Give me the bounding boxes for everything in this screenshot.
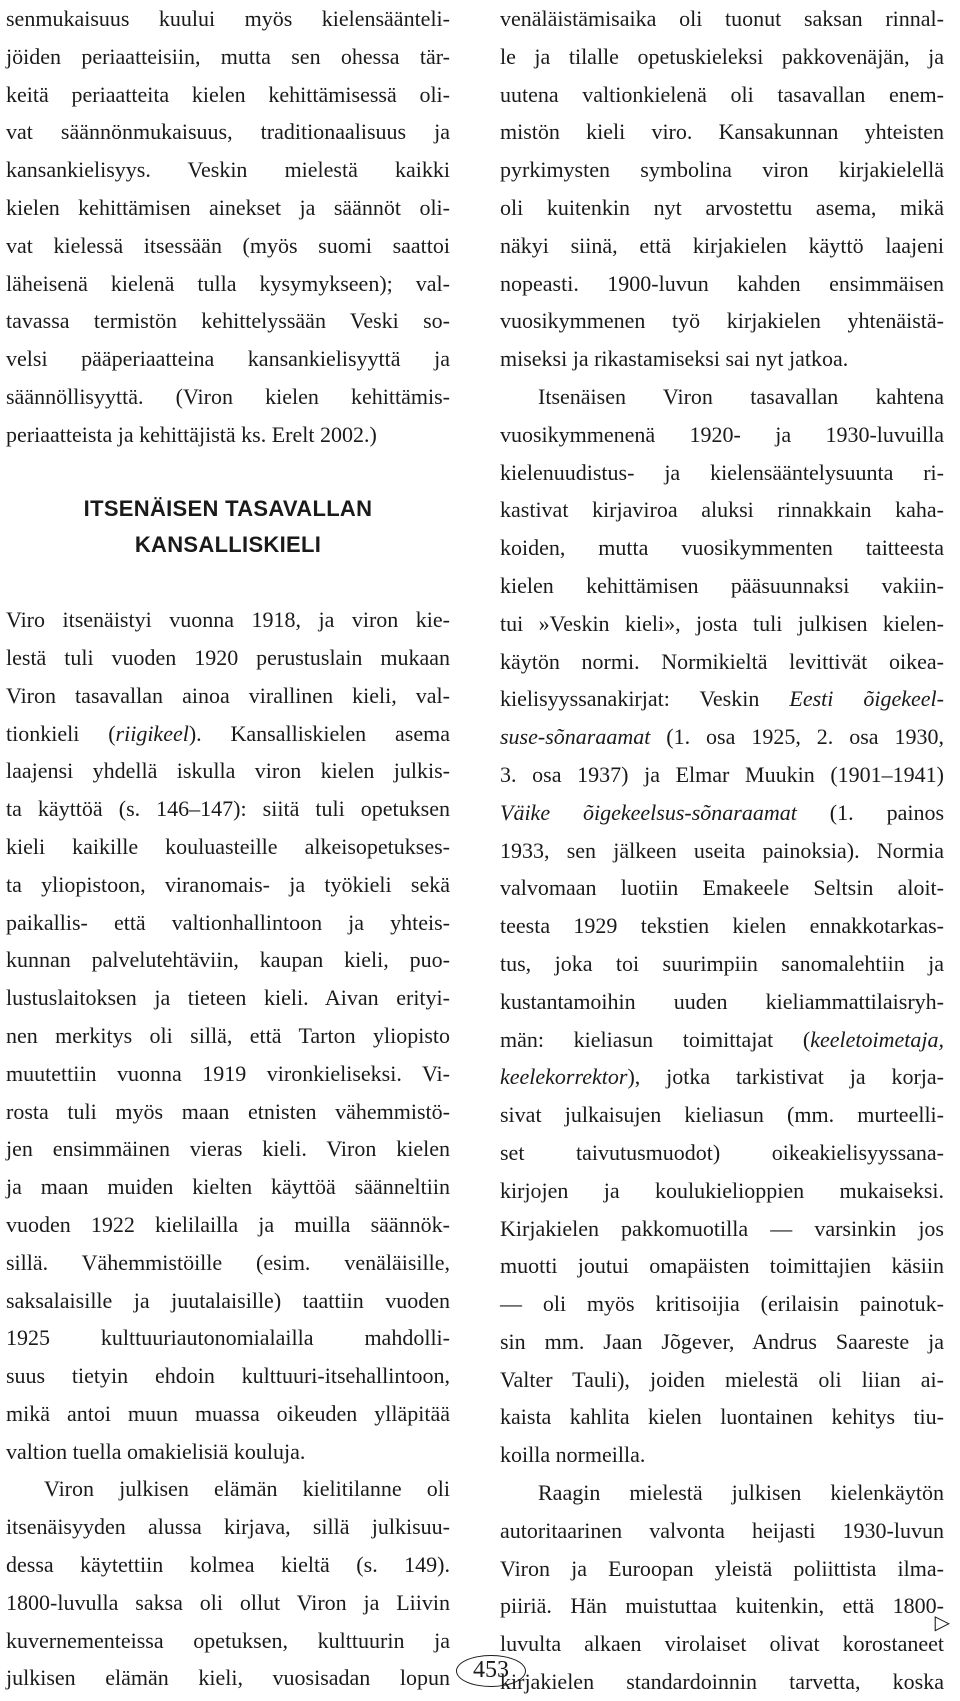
- text-line: Viron ja Euroopan yleistä poliittista ilma-: [500, 1555, 944, 1581]
- text-line: 1925 kulttuuriautonomialailla mahdolli-: [6, 1325, 450, 1351]
- text-line: tavassa termistön kehittelyssään Veski so-: [6, 308, 450, 334]
- text-line: rosta tuli myös maan etnisten vähemmistö-: [6, 1098, 450, 1124]
- text-line: suus tietyin ehdoin kulttuuri-itsehallintoon,: [6, 1363, 450, 1389]
- text-line: kunnan palvelutehtäviin, kaupan kieli, puo-: [6, 947, 450, 973]
- text-line: kielen kehittämisen ainekset ja säännöt oli-: [6, 194, 450, 220]
- text-line: jöiden periaatteisiin, mutta sen ohessa tär-: [6, 43, 450, 69]
- text-line: set taivutusmuodot) oikeakielisyyssana-: [500, 1139, 944, 1165]
- text-line: vuosikymmenen työ kirjakielen yhtenäistä-: [500, 308, 944, 334]
- text-line: kieli kaikille kouluasteille alkeisopetukses-: [6, 833, 450, 859]
- text-line: tus, joka toi suurimpiin sanomalehtiin ja: [500, 950, 944, 976]
- text-line: kielenuudistus- ja kielensääntelysuunta ri-: [500, 459, 944, 485]
- text-line: piiriä. Hän muistuttaa kuitenkin, että 1800-: [500, 1593, 944, 1619]
- paragraph-continued: [6, 0, 450, 454]
- text-line: lestä tuli vuoden 1920 perustuslain mukaan: [6, 644, 450, 670]
- paragraph-1: [500, 378, 944, 1474]
- text-line: vuosikymmenenä 1920- ja 1930-luvuilla: [500, 421, 944, 447]
- text-line: kielen kehittämisen pääsuunnaksi vakiin-: [500, 572, 944, 598]
- text-line: teesta 1929 tekstien kielen ennakkotarkas-: [500, 913, 944, 939]
- text-line: jen ensimmäinen vieras kieli. Viron kielen: [6, 1136, 450, 1162]
- text-line: muutettiin vuonna 1919 vironkieliseksi. Vi-: [6, 1060, 450, 1086]
- right-column: [500, 0, 944, 1701]
- text-line: valtion tuella omakielisiä kouluja.: [6, 1438, 306, 1464]
- text-line: näkyi siinä, että kirjakielen käyttö laajeni: [500, 232, 944, 258]
- paragraph-2: [6, 1470, 450, 1697]
- text-line: Viron tasavallan ainoa virallinen kieli, val-: [6, 682, 450, 708]
- text-line: itsenäisyyden alussa kirjava, sillä julkisuu-: [6, 1514, 450, 1540]
- text-line: 1800-luvulla saksa oli ollut Viron ja Liivin: [6, 1589, 450, 1615]
- text-line: kuvernementeissa opetuksen, kulttuurin ja: [6, 1627, 450, 1653]
- text-line: senmukaisuus kuului myös kielensäänteli-: [6, 6, 450, 31]
- text-line: autoritaarinen valvonta heijasti 1930-luvun: [500, 1517, 944, 1543]
- text-line: Väike õigekeelsus-sõnaraamat (1. painos: [500, 799, 945, 825]
- spacer: [6, 563, 450, 601]
- text-line: mistön kieli viro. Kansakunnan yhteisten: [500, 119, 944, 145]
- text-line: valvomaan luotiin Emakeele Seltsin aloit-: [500, 875, 944, 901]
- text-line: koilla normeilla.: [500, 1442, 646, 1468]
- text-line: saksalaisille ja juutalaisille) taattiin vuoden: [6, 1287, 450, 1313]
- text-line: kielisyyssanakirjat: Veskin Eesti õigekeel-: [500, 686, 944, 712]
- text-line: Itsenäisen Viron tasavallan kahtena: [538, 383, 944, 409]
- text-line: kirjakielen standardoinnin tarvetta, koska: [500, 1669, 944, 1695]
- text-line: sillä. Vähemmistöille (esim. venäläisille,: [6, 1249, 450, 1275]
- text-line: luvulta alkaen virolaiset olivat korostaneet: [500, 1631, 944, 1657]
- text-line: kansankielisyys. Veskin mielestä kaikki: [6, 157, 450, 183]
- left-column: [6, 0, 450, 1697]
- text-line: tui »Veskin kieli», josta tuli julkisen kielen-: [500, 610, 944, 636]
- text-line: koiden, mutta vuosikymmenten taitteesta: [500, 535, 944, 561]
- text-line: miseksi ja rikastamiseksi sai nyt jatkoa.: [500, 346, 849, 372]
- text-line: nopeasti. 1900-luvun kahden ensimmäisen: [500, 270, 944, 296]
- text-line: 1933, sen jälkeen useita painoksia). Normia: [500, 837, 944, 863]
- text-line: — oli myös kritisoijia (erilaisin painotuk-: [500, 1291, 944, 1317]
- text-line: venäläistämisaika oli tuonut saksan rinnal-: [500, 6, 944, 31]
- paragraph-2: [500, 1474, 944, 1701]
- text-line: vat kielessä itsessään (myös suomi saattoi: [6, 232, 450, 258]
- spacer: [6, 454, 450, 492]
- text-line: Viro itsenäistyi vuonna 1918, ja viron kie-: [6, 607, 450, 633]
- text-line: tionkieli (riigikeel). Kansalliskielen asema: [6, 720, 450, 746]
- text-line: läheisenä kielenä tulla kysymykseen); val-: [6, 270, 450, 296]
- text-line: oli kuitenkin nyt arvostettu asema, mikä: [500, 194, 944, 220]
- text-line: periaatteista ja kehittäjistä ks. Erelt 2002.): [6, 421, 377, 447]
- text-line: julkisen elämän kieli, vuosisadan lopun: [6, 1665, 450, 1691]
- text-line: Valter Tauli), joiden mielestä oli liian ai-: [500, 1366, 944, 1392]
- text-line: kustantamoihin uuden kieliammattilaisryh-: [500, 988, 944, 1014]
- continue-arrow-icon: ▷: [934, 1610, 950, 1634]
- text-line: keitä periaatteita kielen kehittämisessä oli-: [6, 81, 450, 107]
- text-line: nen merkitys oli sillä, että Tarton yliopisto: [6, 1022, 450, 1048]
- text-line: velsi pääperiaatteina kansankielisyyttä ja: [6, 346, 450, 372]
- text-line: sivat julkaisujen kieliasun (mm. murteelli-: [500, 1102, 944, 1128]
- text-line: pyrkimysten symbolina viron kirjakielellä: [500, 157, 944, 183]
- paragraph-1: [6, 601, 450, 1470]
- text-line: ta käyttöä (s. 146–147): siitä tuli opetuksen: [6, 796, 450, 822]
- text-line: kastivat kirjaviroa aluksi rinnakkain kaha-: [500, 497, 944, 523]
- paragraph-continued: [500, 0, 944, 378]
- section-heading: [6, 491, 450, 563]
- text-line: laajensi yhdellä iskulla viron kielen julkis-: [6, 758, 450, 784]
- text-line: vuoden 1922 kielilailla ja muilla säännök-: [6, 1211, 450, 1237]
- text-line: le ja tilalle opetuskieleksi pakkovenäjän, ja: [500, 43, 944, 69]
- text-line: mikä antoi muun muassa oikeuden ylläpitää: [6, 1400, 450, 1426]
- text-line: käytön normi. Normikieltä levittivät oikea-: [500, 648, 944, 674]
- text-line: Kirjakielen pakkomuotilla — varsinkin jos: [500, 1215, 944, 1241]
- text-line: ta yliopistoon, viranomais- ja työkieli sekä: [6, 871, 450, 897]
- text-line: 3. osa 1937) ja Elmar Muukin (1901–1941): [500, 761, 944, 787]
- section-heading-line-2: KANSALLISKIELI: [134, 532, 322, 558]
- section-heading-line-1: ITSENÄISEN TASAVALLAN: [83, 496, 373, 522]
- page-number: 453: [456, 1655, 526, 1687]
- text-line: män: kieliasun toimittajat (keeletoimetaja,: [500, 1026, 944, 1052]
- text-line: suse-sõnaraamat (1. osa 1925, 2. osa 1930,: [500, 724, 944, 750]
- text-line: keelekorrektor), jotka tarkistivat ja korja-: [500, 1064, 944, 1090]
- text-line: kaista kahlita kielen luontainen kehitys tiu-: [500, 1404, 944, 1430]
- text-line: ja maan muiden kielten käyttöä säänneltiin: [6, 1174, 450, 1200]
- text-line: sin mm. Jaan Jõgever, Andrus Saareste ja: [500, 1328, 944, 1354]
- text-line: lustuslaitoksen ja tieteen kieli. Aivan erityi-: [6, 985, 450, 1011]
- text-line: Viron julkisen elämän kielitilanne oli: [44, 1476, 450, 1502]
- text-line: Raagin mielestä julkisen kielenkäytön: [538, 1480, 944, 1506]
- text-line: säännöllisyyttä. (Viron kielen kehittämis-: [6, 383, 450, 409]
- text-line: muotti joutui omapäisten toimittajien käsiin: [500, 1253, 944, 1279]
- text-line: uutena valtionkielenä oli tasavallan enem-: [500, 81, 944, 107]
- text-line: vat säännönmukaisuus, traditionaalisuus ja: [6, 119, 450, 145]
- text-line: dessa käytettiin kolmea kieltä (s. 149).: [6, 1552, 450, 1578]
- text-line: paikallis- että valtionhallintoon ja yhteis-: [6, 909, 450, 935]
- text-line: kirjojen ja koulukielioppien mukaiseksi.: [500, 1177, 944, 1203]
